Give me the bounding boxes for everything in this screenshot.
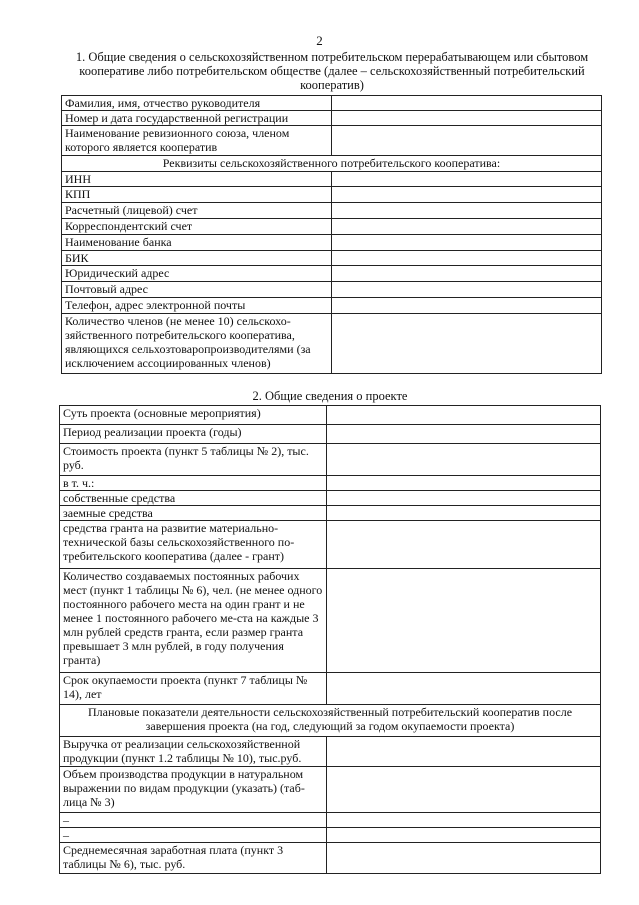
row-label: Расчетный (лицевой) счет [62, 203, 332, 219]
row-value[interactable] [327, 569, 601, 673]
row-value[interactable] [332, 96, 602, 111]
row-value[interactable] [332, 251, 602, 266]
table-row [62, 126, 602, 156]
row-value[interactable] [332, 187, 602, 203]
table-row [62, 187, 602, 203]
indicators-header: Плановые показатели деятельности сельскохозяйственный потребительский кооператив после завершения проекта (на год, следующий за годом окупаемости проекта) [60, 705, 601, 737]
row-value[interactable] [332, 203, 602, 219]
page-number: 2 [316, 33, 323, 48]
table-row [60, 444, 601, 476]
table-row [60, 521, 601, 569]
row-value[interactable] [327, 767, 601, 813]
row-value[interactable] [327, 673, 601, 705]
row-value[interactable] [332, 314, 602, 374]
table-row [60, 425, 601, 444]
section2-title: 2. Общие сведения о проекте [252, 389, 408, 403]
row-label: Корреспондентский счет [62, 219, 332, 235]
row-value[interactable] [332, 172, 602, 187]
row-value[interactable] [332, 282, 602, 298]
row-label: Почтовый адрес [62, 282, 332, 298]
row-value[interactable] [327, 406, 601, 425]
row-label: Номер и дата государственной регистрации [62, 111, 332, 126]
table-row [62, 111, 602, 126]
row-label: Выручка от реализации сельскохозяйственной продукции (пункт 1.2 таблицы № 10), тыс.руб. [60, 737, 327, 767]
row-value[interactable] [327, 521, 601, 569]
table-row [62, 172, 602, 187]
table-row [60, 767, 601, 813]
table-row [60, 673, 601, 705]
row-label: Стоимость проекта (пункт 5 таблицы № 2), тыс. руб. [60, 444, 327, 476]
row-value[interactable] [327, 491, 601, 506]
requisites-header: Реквизиты сельскохозяйственного потребительского кооператива: [62, 156, 602, 172]
row-label: средства гранта на развитие материально-технической базы сельскохозяйственного по-требительского кооператива (далее - грант) [60, 521, 327, 569]
table-row [60, 737, 601, 767]
table-row [62, 298, 602, 314]
row-label: Среднемесячная заработная плата (пункт 3 таблицы № 6), тыс. руб. [60, 843, 327, 874]
table-row [62, 96, 602, 111]
row-label: Суть проекта (основные мероприятия) [60, 406, 327, 425]
indicators-header-row [60, 705, 601, 737]
row-value[interactable] [327, 444, 601, 476]
row-label: Телефон, адрес электронной почты [62, 298, 332, 314]
table-row [62, 219, 602, 235]
row-label: Срок окупаемости проекта (пункт 7 таблицы № 14), лет [60, 673, 327, 705]
row-value[interactable] [327, 843, 601, 874]
table-row [60, 406, 601, 425]
row-label: КПП [62, 187, 332, 203]
row-label: Количество членов (не менее 10) сельскохо-зяйственного потребительского кооператива, являющихся сельхозтоваропроизводителями (за исключением ассоциированных членов) [62, 314, 332, 374]
table-row [60, 843, 601, 874]
table-row [60, 828, 601, 843]
table-row [62, 203, 602, 219]
row-label: Период реализации проекта (годы) [60, 425, 327, 444]
row-label: Наименование ревизионного союза, членом которого является кооператив [62, 126, 332, 156]
table-row [62, 282, 602, 298]
table-row [60, 476, 601, 491]
row-label: – [60, 813, 327, 828]
row-value[interactable] [332, 298, 602, 314]
row-label: ИНН [62, 172, 332, 187]
section1-title: 1. Общие сведения о сельскохозяйственном потребительском перерабатывающем или сбытовом кооперативе либо потребительском обществе (далее – сельскохозяйственный потребительский кооператив) [75, 50, 589, 92]
row-value[interactable] [327, 506, 601, 521]
row-value[interactable] [332, 111, 602, 126]
project-info-table [59, 405, 601, 874]
row-label: Наименование банка [62, 235, 332, 251]
row-label: Объем производства продукции в натуральном выражении по видам продукции (указать) (таб-лица № 3) [60, 767, 327, 813]
row-label: Юридический адрес [62, 266, 332, 282]
row-value[interactable] [327, 813, 601, 828]
row-label: – [60, 828, 327, 843]
row-value[interactable] [332, 219, 602, 235]
table-row [60, 491, 601, 506]
table-row [60, 569, 601, 673]
row-value[interactable] [327, 425, 601, 444]
row-label: Количество создаваемых постоянных рабочих мест (пункт 1 таблицы № 6), чел. (не менее одного постоянного рабочего места на один грант и не менее 1 постоянного рабочего ме-ста на каждые 3 млн рублей средств гранта, если размер гранта превышает 3 млн рублей, в году получения гранта) [60, 569, 327, 673]
row-label: в т. ч.: [60, 476, 327, 491]
table-row [60, 813, 601, 828]
table-row [62, 314, 602, 374]
row-value[interactable] [327, 828, 601, 843]
cooperative-info-table [61, 95, 602, 374]
row-value[interactable] [327, 476, 601, 491]
table-row [62, 251, 602, 266]
row-value[interactable] [332, 126, 602, 156]
row-label: собственные средства [60, 491, 327, 506]
row-value[interactable] [332, 235, 602, 251]
row-label: Фамилия, имя, отчество руководителя [62, 96, 332, 111]
row-label: БИК [62, 251, 332, 266]
row-value[interactable] [327, 737, 601, 767]
row-value[interactable] [332, 266, 602, 282]
table-row [62, 235, 602, 251]
table-row [60, 506, 601, 521]
requisites-header-row [62, 156, 602, 172]
row-label: заемные средства [60, 506, 327, 521]
table-row [62, 266, 602, 282]
